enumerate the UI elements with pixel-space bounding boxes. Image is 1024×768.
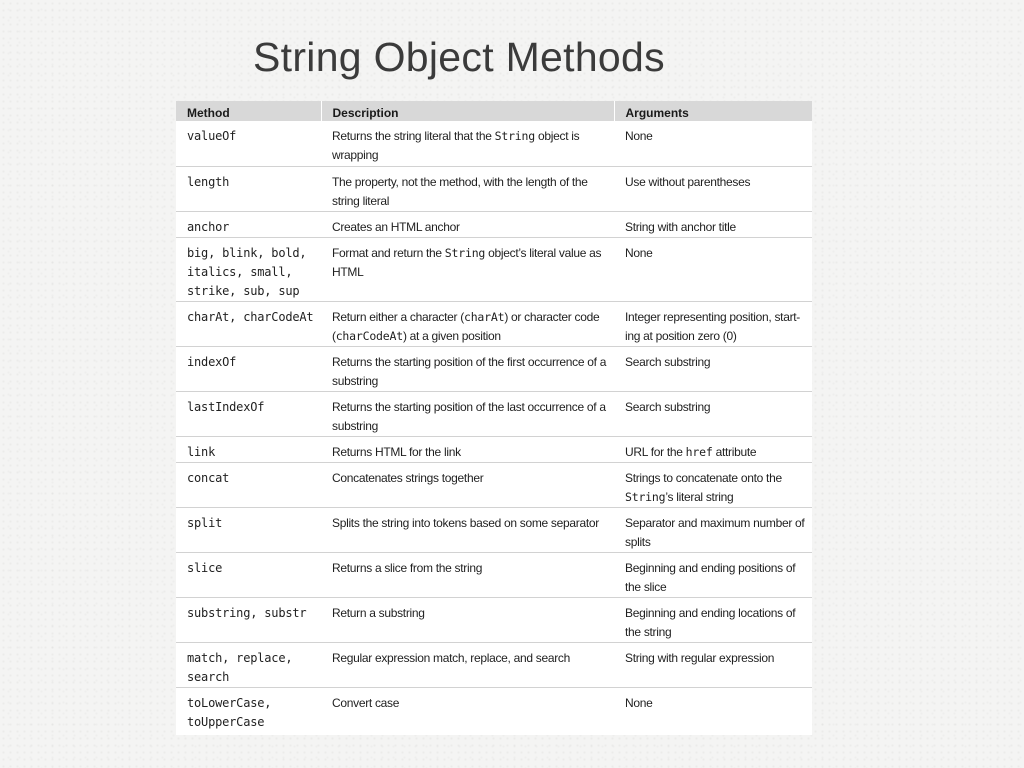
table-row	[176, 552, 812, 597]
text-segment: Beginning and ending positions of	[625, 560, 796, 575]
arguments-cell	[614, 597, 812, 642]
cell-line	[332, 372, 608, 391]
cell-line	[625, 398, 806, 417]
text-segment: Integer representing position, start-	[625, 309, 801, 324]
text-segment: attribute	[712, 444, 757, 459]
text-segment: string literal	[332, 193, 390, 208]
text-segment: Return a substring	[332, 605, 425, 620]
arguments-cell	[614, 121, 812, 166]
text-segment: splits	[625, 534, 651, 549]
method-name: search	[187, 669, 230, 684]
method-cell	[176, 642, 321, 687]
cell-line	[625, 578, 806, 597]
description-cell	[321, 301, 614, 346]
arguments-cell	[614, 237, 812, 301]
text-segment: object’s literal value as	[485, 245, 602, 260]
text-segment: Regular expression match, replace, and search	[332, 650, 570, 665]
text-segment: URL for the	[625, 444, 686, 459]
cell-line	[625, 694, 806, 713]
cell-line	[625, 623, 806, 642]
cell-line	[332, 244, 608, 263]
cell-line	[625, 649, 806, 668]
table-row	[176, 211, 812, 237]
cell-line	[332, 327, 608, 346]
text-segment: Use without parentheses	[625, 174, 751, 189]
description-cell	[321, 507, 614, 552]
cell-line	[332, 469, 608, 488]
method-name: valueOf	[187, 129, 237, 143]
method-name: big, blink, bold,	[187, 245, 307, 260]
table-row	[176, 507, 812, 552]
method-cell	[176, 597, 321, 642]
cell-line	[332, 218, 608, 237]
cell-line	[332, 173, 608, 192]
cell-line	[625, 443, 806, 462]
inline-code: String	[494, 129, 535, 143]
method-name: toLowerCase,	[187, 695, 272, 710]
method-name: substring, substr	[187, 605, 307, 620]
table-row	[176, 391, 812, 436]
text-segment: Concatenates strings together	[332, 470, 484, 485]
column-header-method: Method	[176, 101, 321, 121]
table-row	[176, 462, 812, 507]
method-name: toUpperCase	[187, 714, 265, 729]
cell-line	[332, 694, 608, 713]
text-segment: ) or character code	[504, 309, 600, 324]
cell-line	[332, 353, 608, 372]
table-row	[176, 436, 812, 462]
text-segment: Search substring	[625, 399, 711, 414]
text-segment: Returns HTML for the link	[332, 444, 461, 459]
arguments-cell	[614, 462, 812, 507]
description-cell	[321, 597, 614, 642]
cell-line	[625, 604, 806, 623]
description-cell	[321, 121, 614, 166]
arguments-cell	[614, 507, 812, 552]
arguments-cell	[614, 301, 812, 346]
description-cell	[321, 237, 614, 301]
cell-line	[625, 173, 806, 192]
table-row	[176, 121, 812, 166]
cell-line	[625, 308, 806, 327]
cell-line	[625, 244, 806, 263]
description-cell	[321, 166, 614, 211]
cell-line	[332, 604, 608, 623]
text-segment: Strings to concatenate onto the	[625, 470, 782, 485]
method-name: match, replace,	[187, 650, 293, 665]
table-row	[176, 346, 812, 391]
text-segment: Beginning and ending locations of	[625, 605, 796, 620]
text-segment: object is	[534, 129, 580, 143]
arguments-cell	[614, 552, 812, 597]
method-name: concat	[187, 470, 230, 485]
arguments-cell	[614, 211, 812, 237]
method-name: link	[187, 444, 216, 459]
text-segment: The property, not the method, with the length of the	[332, 174, 588, 189]
table-row	[176, 301, 812, 346]
text-segment: HTML	[332, 264, 364, 279]
method-name: anchor	[187, 219, 230, 234]
cell-line	[625, 327, 806, 346]
text-segment: Returns a slice from the string	[332, 560, 483, 575]
method-name: italics, small,	[187, 264, 293, 279]
table-row	[176, 166, 812, 211]
cell-line	[625, 127, 806, 146]
method-cell	[176, 166, 321, 211]
cell-line	[332, 417, 608, 436]
text-segment: the slice	[625, 579, 667, 594]
table-row	[176, 687, 812, 732]
arguments-cell	[614, 391, 812, 436]
inline-code: String	[625, 489, 666, 504]
inline-code: charCodeAt	[335, 328, 403, 343]
arguments-cell	[614, 642, 812, 687]
cell-line	[332, 263, 608, 282]
text-segment: ) at a given position	[402, 328, 501, 343]
method-cell	[176, 436, 321, 462]
text-segment: String with regular expression	[625, 650, 775, 665]
method-cell	[176, 301, 321, 346]
cell-line	[332, 398, 608, 417]
text-segment: Return either a character (	[332, 309, 464, 324]
text-segment: Creates an HTML anchor	[332, 219, 460, 234]
slide-title: String Object Methods	[253, 34, 665, 80]
inline-code: href	[685, 444, 713, 459]
cell-line	[332, 559, 608, 578]
text-segment: the string	[625, 624, 672, 639]
cell-line	[332, 514, 608, 533]
cell-line	[625, 469, 806, 488]
column-header-description: Description	[321, 101, 614, 121]
method-cell	[176, 211, 321, 237]
method-cell	[176, 687, 321, 732]
text-segment: Returns the starting position of the last occurrence of a	[332, 399, 606, 414]
method-cell	[176, 121, 321, 166]
cell-line	[625, 488, 806, 507]
method-cell	[176, 391, 321, 436]
description-cell	[321, 436, 614, 462]
method-cell	[176, 237, 321, 301]
text-segment: Format and return the	[332, 245, 445, 260]
text-segment: None	[625, 129, 653, 143]
text-segment: (	[332, 328, 336, 343]
text-segment: Convert case	[332, 695, 400, 710]
table-row	[176, 237, 812, 301]
text-segment: ing at position zero (0)	[625, 328, 737, 343]
text-segment: None	[625, 695, 653, 710]
table-row	[176, 642, 812, 687]
methods-table-panel	[176, 101, 812, 735]
method-name: charAt, charCodeAt	[187, 309, 314, 324]
cell-line	[625, 218, 806, 237]
cell-line	[332, 127, 608, 146]
method-cell	[176, 552, 321, 597]
table-header	[176, 101, 812, 121]
text-segment: wrapping	[332, 148, 379, 162]
cell-line	[625, 533, 806, 552]
text-segment: Splits the string into tokens based on some separator	[332, 515, 599, 530]
method-cell	[176, 346, 321, 391]
text-segment: None	[625, 245, 653, 260]
cell-line	[332, 146, 608, 165]
description-cell	[321, 642, 614, 687]
method-name: lastIndexOf	[187, 399, 265, 414]
cell-line	[625, 353, 806, 372]
arguments-cell	[614, 166, 812, 211]
method-cell	[176, 462, 321, 507]
table-row	[176, 597, 812, 642]
inline-code: charAt	[463, 309, 505, 324]
text-segment: ’s literal string	[665, 489, 734, 504]
cell-line	[332, 649, 608, 668]
cell-line	[625, 559, 806, 578]
method-name: split	[187, 515, 223, 530]
method-cell	[176, 507, 321, 552]
arguments-cell	[614, 436, 812, 462]
method-name: indexOf	[187, 354, 237, 369]
description-cell	[321, 552, 614, 597]
text-segment: String with anchor title	[625, 219, 736, 234]
text-segment: Returns the starting position of the first occurrence of a	[332, 354, 607, 369]
description-cell	[321, 346, 614, 391]
text-segment: Returns the string literal that the	[332, 129, 495, 143]
method-name: strike, sub, sup	[187, 283, 300, 298]
cell-line	[625, 514, 806, 533]
cell-line	[332, 443, 608, 462]
description-cell	[321, 211, 614, 237]
description-cell	[321, 687, 614, 732]
text-segment: substring	[332, 418, 378, 433]
arguments-cell	[614, 687, 812, 732]
column-header-arguments: Arguments	[625, 105, 689, 120]
cell-line	[332, 308, 608, 327]
text-segment: substring	[332, 373, 378, 388]
inline-code: String	[444, 245, 486, 260]
arguments-cell	[614, 346, 812, 391]
text-segment: Separator and maximum number of	[625, 515, 805, 530]
table-body	[176, 121, 812, 732]
description-cell	[321, 462, 614, 507]
text-segment: Search substring	[625, 354, 711, 369]
header-row	[176, 101, 812, 121]
cell-line	[332, 192, 608, 211]
string-methods-table	[176, 101, 812, 732]
method-name: slice	[187, 560, 223, 575]
method-name: length	[187, 174, 230, 189]
description-cell	[321, 391, 614, 436]
